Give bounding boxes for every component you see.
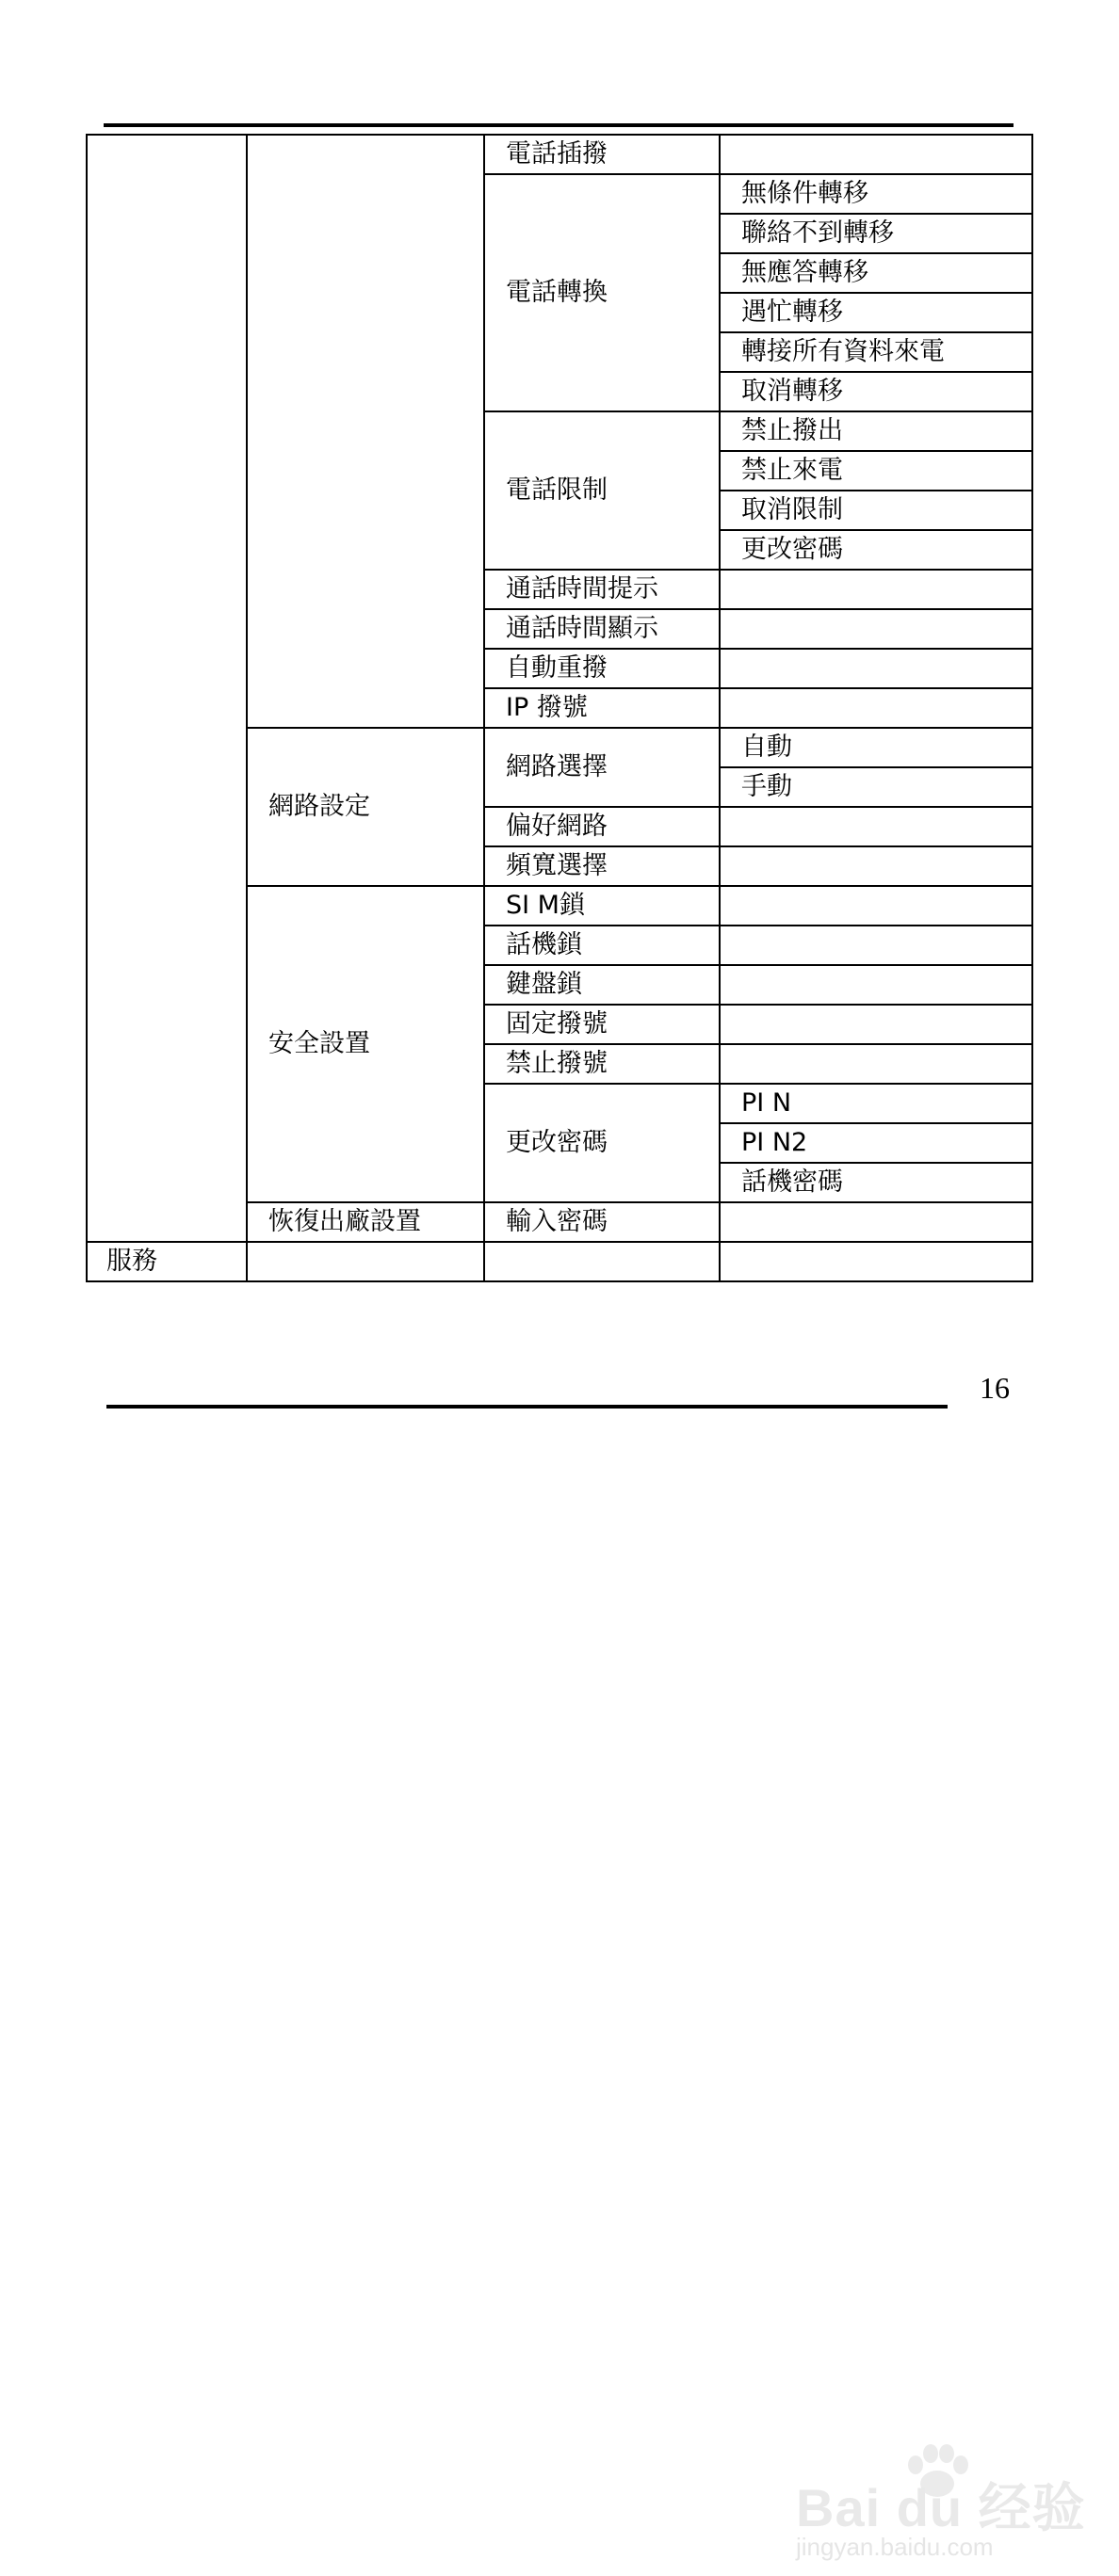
menu-group-security-settings: 安全設置 [247,886,484,1202]
top-rule [104,123,1014,127]
menu-table [86,134,1033,1282]
table-row [87,135,1032,174]
submenu-item-divert-unreachable: 聯絡不到轉移 [720,214,1032,253]
submenu-item-bar-incoming: 禁止來電 [720,451,1032,491]
table-cell [720,926,1032,965]
menu-item-keypad-lock: 鍵盤鎖 [484,965,720,1005]
submenu-item-change-barring-password: 更改密碼 [720,530,1032,570]
page-number: 16 [980,1371,1010,1405]
submenu-item-divert-unconditional: 無條件轉移 [720,174,1032,214]
table-cell [720,1202,1032,1242]
watermark-url: jingyan.baidu.com [796,2533,994,2561]
table-cell [720,1242,1032,1281]
submenu-item-divert-no-answer: 無應答轉移 [720,253,1032,293]
table-cell [720,688,1032,728]
table-cell [720,135,1032,174]
menu-item-ip-dial: IP 撥號 [484,688,720,728]
table-cell [720,1044,1032,1084]
menu-item-auto-redial: 自動重撥 [484,649,720,688]
menu-item-fixed-dialing: 固定撥號 [484,1005,720,1044]
submenu-item-network-manual: 手動 [720,767,1032,807]
menu-group-network-settings: 網路設定 [247,728,484,886]
submenu-item-network-auto: 自動 [720,728,1032,767]
table-cell [484,1242,720,1281]
table-cell [87,135,247,1242]
submenu-item-pin2: PI N2 [720,1123,1032,1163]
menu-item-sim-lock: SI M鎖 [484,886,720,926]
menu-item-phone-lock: 話機鎖 [484,926,720,965]
menu-item-preferred-network: 偏好網路 [484,807,720,846]
submenu-item-pin: PI N [720,1084,1032,1123]
menu-item-call-time-display: 通話時間顯示 [484,609,720,649]
menu-section-service: 服務 [87,1242,247,1281]
menu-item-call-waiting: 電話插撥 [484,135,720,174]
table-cell [720,846,1032,886]
menu-item-enter-password: 輸入密碼 [484,1202,720,1242]
menu-item-call-divert: 電話轉換 [484,174,720,411]
table-cell [720,609,1032,649]
submenu-item-phone-password: 話機密碼 [720,1163,1032,1202]
table-cell [247,135,484,728]
menu-item-call-time-reminder: 通話時間提示 [484,570,720,609]
submenu-item-divert-busy: 遇忙轉移 [720,293,1032,332]
table-cell [720,965,1032,1005]
table-cell [720,649,1032,688]
menu-item-band-select: 頻寬選擇 [484,846,720,886]
menu-item-barred-dialing: 禁止撥號 [484,1044,720,1084]
menu-item-call-barring: 電話限制 [484,411,720,570]
submenu-item-bar-outgoing: 禁止撥出 [720,411,1032,451]
bottom-rule [106,1405,948,1409]
menu-item-change-password: 更改密碼 [484,1084,720,1202]
submenu-item-divert-all-data: 轉接所有資料來電 [720,332,1032,372]
menu-group-factory-reset: 恢復出廠設置 [247,1202,484,1242]
watermark-brand: Bai du 经验 [796,2478,1086,2537]
watermark [782,2439,1102,2561]
menu-item-network-select: 網路選擇 [484,728,720,807]
table-cell [720,807,1032,846]
table-cell [247,1242,484,1281]
submenu-item-cancel-barring: 取消限制 [720,491,1032,530]
submenu-item-cancel-divert: 取消轉移 [720,372,1032,411]
table-row [87,1242,1032,1281]
table-cell [720,886,1032,926]
table-cell [720,570,1032,609]
table-cell [720,1005,1032,1044]
